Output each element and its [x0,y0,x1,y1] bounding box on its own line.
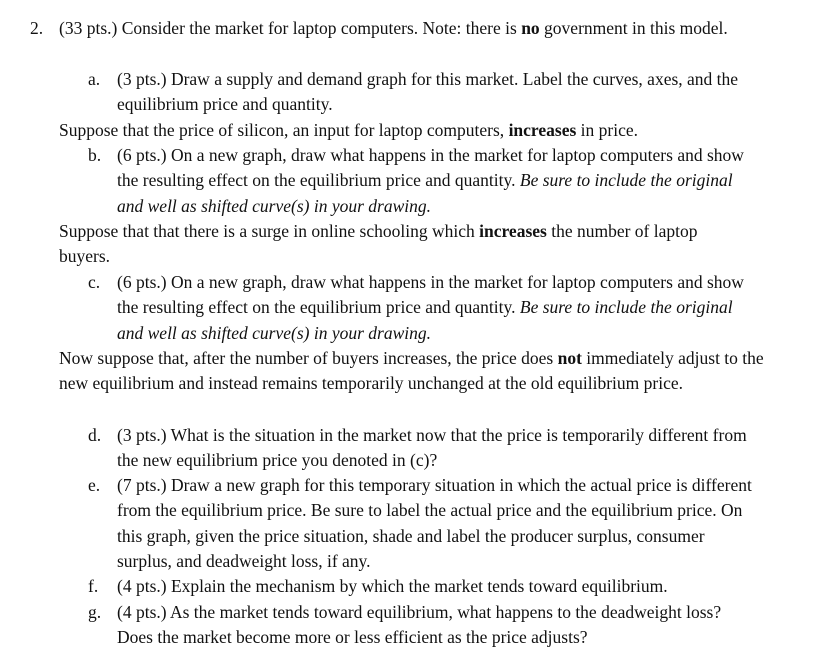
item-e-label: e. [88,475,101,495]
item-c-label: c. [88,272,101,292]
cropped-next-line [30,662,790,672]
question-number: 2. [30,18,44,38]
suppose-online-text-2: the number of laptop buyers. [59,221,698,266]
item-a-label: a. [88,69,101,89]
suppose-price-bold: not [557,348,582,368]
suppose-price-unchanged [59,346,769,396]
suppose-silicon-text-2: in price. [576,120,638,140]
item-c-text-plain: (6 pts.) On a new graph, draw what happens in the market for laptop computers and show the resulting effect on the equilibrium price and quantity. [117,272,744,318]
suppose-silicon [59,118,779,143]
item-a-text: (3 pts.) Draw a supply and demand graph for this market. Label the curves, axes, and the equilibrium price and quantity. [117,69,739,115]
suppose-silicon-bold: increases [508,120,577,140]
item-f-text: (4 pts.) Explain the mechanism by which the market tends toward equilibrium. [117,576,668,596]
question-intro [59,16,759,41]
item-b-text [117,143,757,219]
item-g-text: (4 pts.) As the market tends toward equilibrium, what happens to the deadweight loss? Does the market become more or less efficient as the price adjusts? [117,602,722,648]
question-intro-text: (33 pts.) Consider the market for laptop computers. Note: there is [59,18,522,38]
item-d-label: d. [88,425,102,445]
suppose-price-text-2: immediately adjust to the new equilibrium and instead remains temporarily unchanged at the old equilibrium price. [59,348,764,393]
suppose-price-text: Now suppose that, after the number of buyers increases, the price does [59,348,558,368]
item-f-label: f. [88,576,99,596]
item-b-text-plain: (6 pts.) On a new graph, draw what happens in the market for laptop computers and show the resulting effect on the equilibrium price and quantity. [117,145,744,191]
suppose-silicon-text: Suppose that the price of silicon, an input for laptop computers, [59,120,509,140]
item-d-text: (3 pts.) What is the situation in the market now that the price is temporarily different from the new equilibrium price you denoted in (c)? [117,425,747,471]
item-c-text [117,270,757,346]
question-intro-text-2: government in this model. [539,18,728,38]
suppose-online-bold: increases [479,221,547,241]
item-g-label: g. [88,602,102,622]
question-intro-bold: no [521,18,540,38]
item-b-text-italic: Be sure to include the original and well as shifted curve(s) in your drawing. [117,170,733,216]
item-b-label: b. [88,145,102,165]
suppose-online-text: Suppose that that there is a surge in online schooling which [59,221,480,241]
suppose-online-schooling [59,219,729,269]
item-e-text: (7 pts.) Draw a new graph for this temporary situation in which the actual price is different from the equilibrium price. Be sure to label the actual price and the equilibrium price. On this graph, given the price situation, shade and label the producer surplus, consumer surplus, and deadweight loss, if any. [117,475,752,571]
item-c-text-italic: Be sure to include the original and well as shifted curve(s) in your drawing. [117,297,733,343]
